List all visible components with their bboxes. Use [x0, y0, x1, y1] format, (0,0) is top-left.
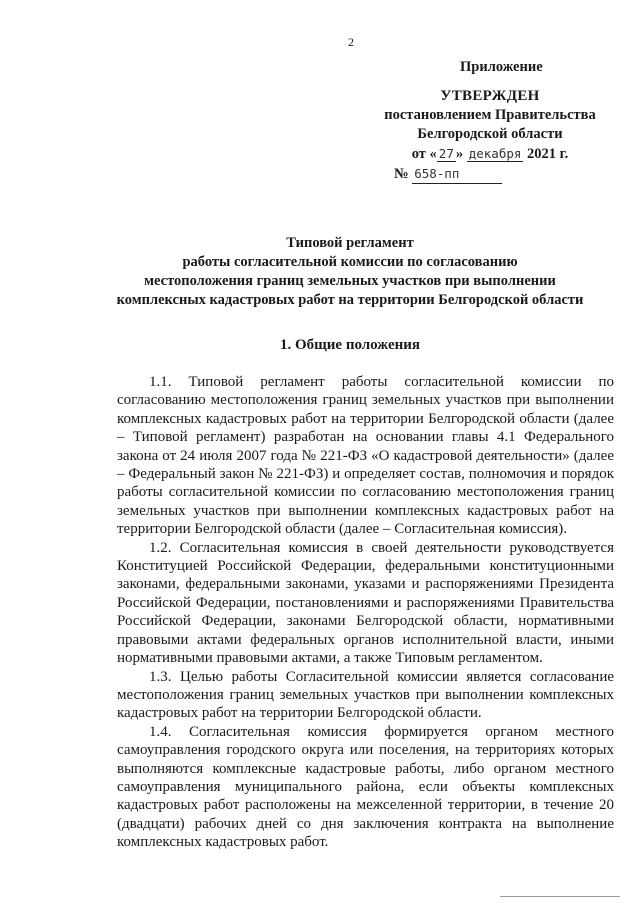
date-mid: » — [455, 146, 464, 162]
page-number: 2 — [348, 35, 354, 49]
number-value: 658-пп — [412, 164, 502, 184]
paragraph-1-2: 1.2. Согласительная комиссия в своей деятельности руководствуется Конституцией Российской Федерации, федеральными конституционными законами, федеральными законами, указами и распоряжениями Президента Российской Федерации, постановлениями и распоряжениями Правительства Российской Федерации, законами Белгородской области, нормативными правовыми актами федеральных органов исполнительной власти, иными нормативными правовыми актами, а также Типовым регламентом. — [117, 539, 614, 667]
approved-label: УТВЕРЖДЕН — [440, 88, 540, 104]
title-line-3: местоположения границ земельных участков при выполнении — [144, 273, 556, 289]
title-line-4: комплексных кадастровых работ на территории Белгородской области — [116, 292, 584, 308]
section-heading: 1. Общие положения — [279, 337, 421, 353]
footer-rule — [500, 896, 620, 897]
title-line-1: Типовой регламент — [286, 235, 414, 251]
number-prefix: № — [394, 166, 409, 182]
date-month: декабря — [468, 146, 522, 161]
document-title — [100, 234, 600, 310]
paragraph-1-1: 1.1. Типовой регламент работы согласительной комиссии по согласованию местоположения границ земельных участков при выполнении комплексных кадастровых работ на территории Белгородской области (далее – Типовой регламент) разработан на основании главы 4.1 Федерального закона от 24 июля 2007 года № 221-ФЗ «О кадастровой деятельности» (далее – Федеральный закон № 221-ФЗ) и определяет состав, полномочия и порядок работы согласительной комиссии по согласованию местоположения границ земельных участков при выполнении комплексных кадастровых работ на территории Белгородской области (далее – Согласительная комиссия). — [117, 374, 614, 538]
date-day: 27 — [438, 146, 454, 161]
paragraph-1-4: 1.4. Согласительная комиссия формируется органом местного самоуправления городского округа или поселения, на территориях которых выполняются комплексные кадастровые работы, либо органом местного самоуправления муниципального района, если объекты комплексных кадастровых работ расположены на межселенной территории, в течение 20 (двадцати) рабочих дней со дня заключения контракта на выполнение комплексных кадастровых работ. — [117, 723, 614, 851]
approval-number-line — [370, 164, 610, 184]
date-year: 2021 г. — [527, 146, 569, 162]
date-prefix: от « — [411, 146, 437, 162]
paragraph-1-3: 1.3. Целью работы Согласительной комиссии является согласование местоположения границ земельных участков при выполнении комплексных кадастровых работ на территории Белгородской области. — [117, 668, 614, 722]
body-text — [117, 373, 614, 852]
title-line-2: работы согласительной комиссии по согласованию — [182, 254, 518, 270]
approval-line-2: Белгородской области — [417, 126, 563, 142]
approval-line-1: постановлением Правительства — [384, 107, 596, 123]
approval-date-line — [370, 144, 610, 164]
approval-block — [370, 58, 610, 184]
appendix-label: Приложение — [460, 59, 543, 75]
